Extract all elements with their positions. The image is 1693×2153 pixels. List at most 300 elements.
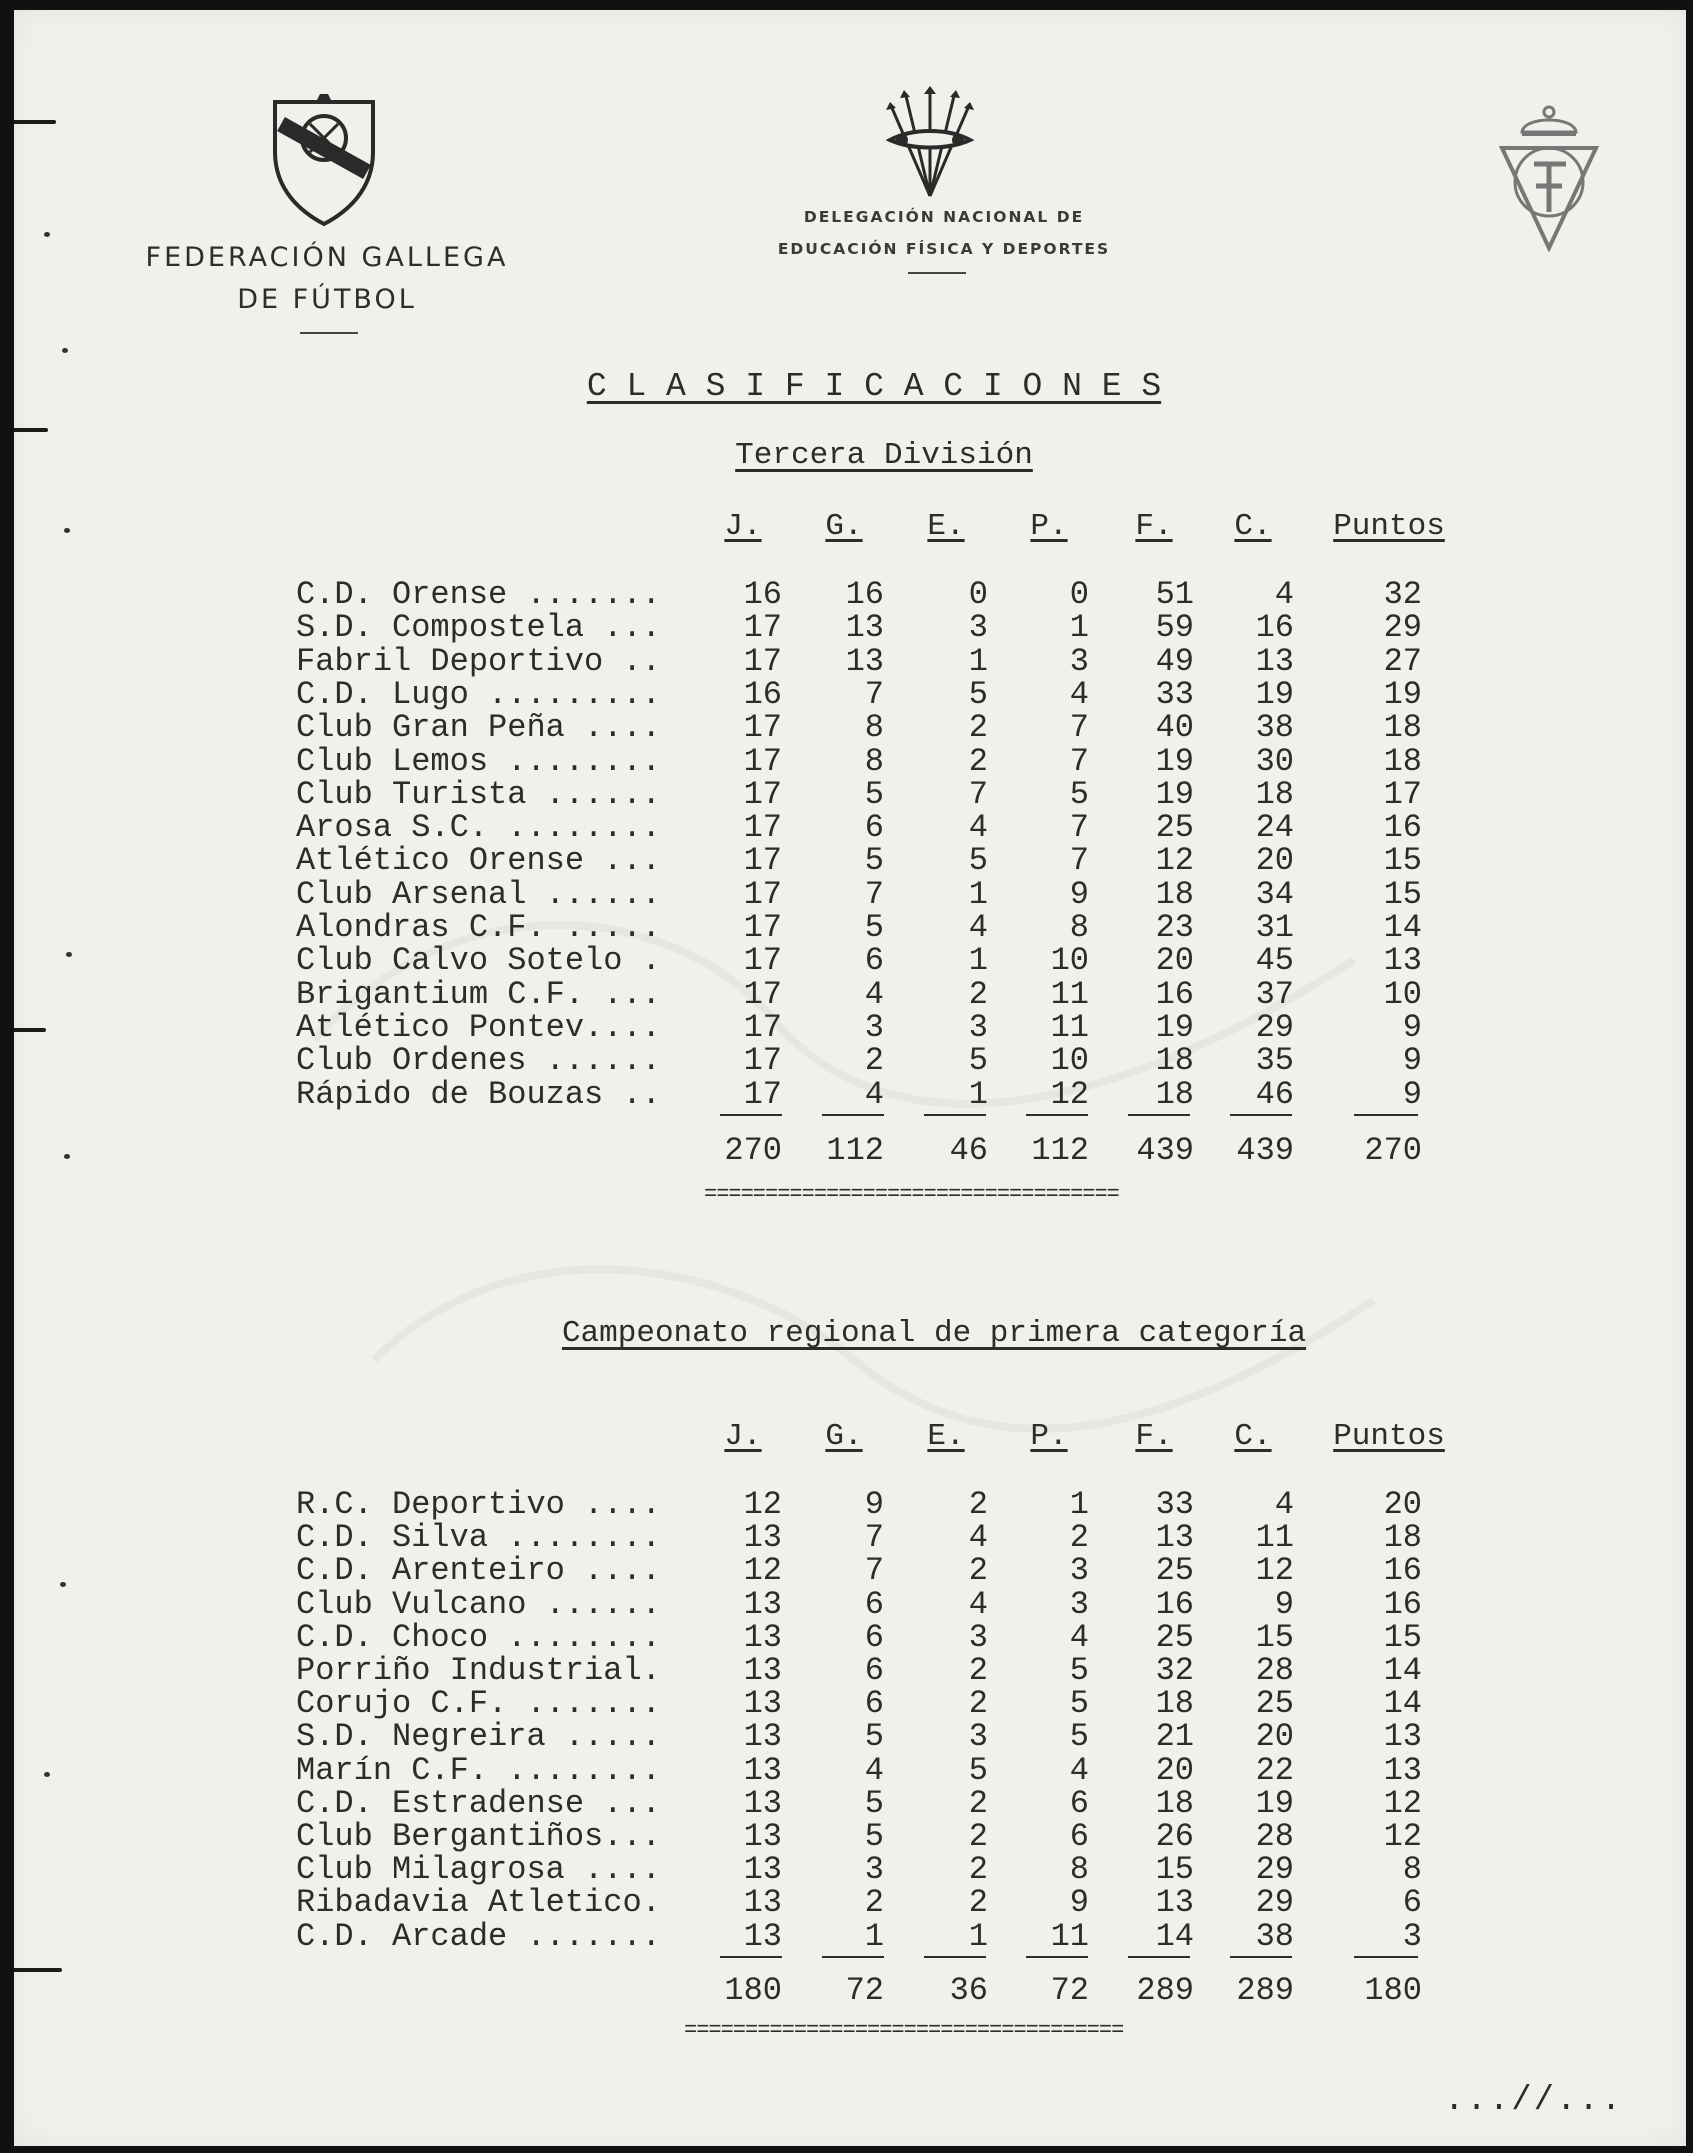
cell-g: 1 bbox=[864, 1917, 884, 1955]
cell-f: 23 bbox=[1155, 909, 1194, 946]
cell-f: 19 bbox=[1155, 775, 1194, 813]
cell-g: 4 bbox=[864, 1075, 884, 1113]
cell-g: 5 bbox=[864, 775, 884, 813]
cell-f: 14 bbox=[1155, 1917, 1194, 1955]
cell-g: 7 bbox=[864, 675, 884, 713]
cell-j: 17 bbox=[743, 609, 782, 647]
team-name: Club Gran Peña .... bbox=[296, 709, 661, 747]
team-name: C.D. Arenteiro .... bbox=[296, 1552, 661, 1590]
yoke-arrows-emblem-icon bbox=[882, 86, 978, 203]
cell-e: 2 bbox=[968, 742, 988, 780]
cell-p: 0 bbox=[1069, 576, 1089, 613]
sum-underline bbox=[822, 1956, 884, 1958]
total-c: 439 bbox=[1236, 1132, 1294, 1169]
cell-pts: 14 bbox=[1383, 1685, 1422, 1723]
cell-pts: 13 bbox=[1383, 1751, 1422, 1789]
cell-j: 17 bbox=[743, 809, 782, 847]
col-header-j: J. bbox=[724, 1419, 762, 1454]
cell-g: 6 bbox=[864, 1585, 884, 1623]
team-name: Club Bergantiños... bbox=[296, 1818, 661, 1855]
total-g: 112 bbox=[826, 1132, 884, 1169]
cell-g: 4 bbox=[864, 975, 884, 1013]
tercera-heading: Tercera División bbox=[735, 438, 1033, 473]
cell-f: 15 bbox=[1155, 1851, 1194, 1889]
cell-c: 34 bbox=[1255, 875, 1294, 913]
cell-c: 9 bbox=[1274, 1585, 1294, 1623]
cell-p: 7 bbox=[1069, 742, 1089, 780]
cell-j: 17 bbox=[743, 709, 782, 747]
cell-j: 17 bbox=[743, 1075, 782, 1113]
cell-p: 7 bbox=[1069, 842, 1089, 880]
cell-e: 2 bbox=[968, 1851, 988, 1889]
team-name: Club Vulcano ...... bbox=[296, 1585, 661, 1623]
col-header-f: F. bbox=[1135, 1419, 1173, 1454]
cell-p: 5 bbox=[1069, 1652, 1089, 1689]
cell-pts: 13 bbox=[1383, 1718, 1422, 1756]
team-name: Atlético Orense ... bbox=[296, 842, 661, 880]
cell-c: 16 bbox=[1255, 609, 1294, 647]
cell-j: 17 bbox=[743, 942, 782, 980]
cell-g: 7 bbox=[864, 1519, 884, 1557]
cell-j: 13 bbox=[743, 1718, 782, 1756]
cell-p: 5 bbox=[1069, 1685, 1089, 1723]
cell-p: 2 bbox=[1069, 1519, 1089, 1557]
cell-g: 13 bbox=[845, 609, 884, 647]
team-name: C.D. Choco ........ bbox=[296, 1618, 661, 1656]
cell-p: 3 bbox=[1069, 1585, 1089, 1623]
team-name: Club Turista ...... bbox=[296, 775, 661, 813]
col-header-pts: Puntos bbox=[1333, 1419, 1445, 1454]
cell-c: 29 bbox=[1255, 1008, 1294, 1046]
cell-pts: 18 bbox=[1383, 1519, 1422, 1557]
cell-p: 11 bbox=[1050, 1917, 1089, 1955]
punch-mark bbox=[14, 120, 56, 124]
cell-f: 59 bbox=[1155, 609, 1194, 647]
cell-pts: 12 bbox=[1383, 1818, 1422, 1855]
total-f: 439 bbox=[1136, 1132, 1194, 1169]
cell-g: 4 bbox=[864, 1751, 884, 1789]
cell-pts: 6 bbox=[1402, 1884, 1422, 1922]
cell-j: 13 bbox=[743, 1618, 782, 1656]
sum-underline bbox=[720, 1114, 782, 1116]
cell-p: 9 bbox=[1069, 875, 1089, 913]
cell-g: 5 bbox=[864, 842, 884, 880]
cell-g: 5 bbox=[864, 909, 884, 946]
cell-p: 10 bbox=[1050, 1042, 1089, 1080]
cell-f: 16 bbox=[1155, 1585, 1194, 1623]
speck bbox=[64, 1154, 70, 1159]
cell-c: 15 bbox=[1255, 1618, 1294, 1656]
cell-e: 1 bbox=[968, 942, 988, 980]
delegation-name-line2: EDUCACIÓN FÍSICA Y DEPORTES bbox=[777, 240, 1111, 258]
team-name: C.D. Silva ........ bbox=[296, 1519, 661, 1557]
cell-pts: 9 bbox=[1402, 1008, 1422, 1046]
cell-c: 11 bbox=[1255, 1519, 1294, 1557]
cell-j: 17 bbox=[743, 842, 782, 880]
cell-f: 26 bbox=[1155, 1818, 1194, 1855]
cell-e: 2 bbox=[968, 975, 988, 1013]
col-header-j: J. bbox=[724, 509, 762, 544]
cell-c: 22 bbox=[1255, 1751, 1294, 1789]
punch-mark bbox=[14, 1028, 46, 1032]
cell-f: 20 bbox=[1155, 1751, 1194, 1789]
cell-g: 2 bbox=[864, 1884, 884, 1922]
cell-p: 5 bbox=[1069, 775, 1089, 813]
cell-j: 17 bbox=[743, 775, 782, 813]
cell-c: 37 bbox=[1255, 975, 1294, 1013]
cell-c: 20 bbox=[1255, 1718, 1294, 1756]
col-header-c: C. bbox=[1234, 1419, 1272, 1454]
team-name: Club Ordenes ...... bbox=[296, 1042, 661, 1080]
cell-e: 3 bbox=[968, 609, 988, 647]
punch-mark bbox=[14, 1968, 62, 1972]
cell-e: 3 bbox=[968, 1008, 988, 1046]
cell-f: 33 bbox=[1155, 1486, 1194, 1523]
cell-pts: 16 bbox=[1383, 809, 1422, 847]
cell-p: 8 bbox=[1069, 1851, 1089, 1889]
cell-g: 6 bbox=[864, 1618, 884, 1656]
col-header-g: G. bbox=[825, 509, 863, 544]
cell-pts: 14 bbox=[1383, 1652, 1422, 1689]
cell-pts: 13 bbox=[1383, 942, 1422, 980]
col-header-c: C. bbox=[1234, 509, 1272, 544]
punch-mark bbox=[14, 428, 48, 432]
cell-c: 18 bbox=[1255, 775, 1294, 813]
cell-g: 6 bbox=[864, 1685, 884, 1723]
cell-f: 19 bbox=[1155, 1008, 1194, 1046]
cell-e: 1 bbox=[968, 642, 988, 680]
federation-crest-icon bbox=[269, 94, 379, 231]
cell-g: 9 bbox=[864, 1486, 884, 1523]
total-pts: 180 bbox=[1364, 1972, 1422, 2009]
cell-p: 1 bbox=[1069, 1486, 1089, 1523]
cell-p: 3 bbox=[1069, 642, 1089, 680]
cell-pts: 20 bbox=[1383, 1486, 1422, 1523]
cell-pts: 16 bbox=[1383, 1552, 1422, 1590]
federation-name-line2: DE FÚTBOL bbox=[237, 284, 417, 315]
cell-c: 38 bbox=[1255, 709, 1294, 747]
cell-e: 2 bbox=[968, 1884, 988, 1922]
speck bbox=[62, 348, 68, 353]
cell-pts: 15 bbox=[1383, 875, 1422, 913]
team-name: C.D. Orense ....... bbox=[296, 576, 661, 613]
sum-underline bbox=[822, 1114, 884, 1116]
cell-j: 13 bbox=[743, 1917, 782, 1955]
cell-c: 28 bbox=[1255, 1652, 1294, 1689]
cell-e: 4 bbox=[968, 1519, 988, 1557]
cell-j: 13 bbox=[743, 1751, 782, 1789]
team-name: Brigantium C.F. ... bbox=[296, 975, 661, 1013]
cell-c: 45 bbox=[1255, 942, 1294, 980]
cell-c: 19 bbox=[1255, 1784, 1294, 1822]
cell-f: 32 bbox=[1155, 1652, 1194, 1689]
total-p: 72 bbox=[1050, 1972, 1089, 2009]
cell-pts: 9 bbox=[1402, 1042, 1422, 1080]
col-header-p: P. bbox=[1030, 1419, 1068, 1454]
sum-underline bbox=[1230, 1114, 1292, 1116]
cell-g: 16 bbox=[845, 576, 884, 613]
page-title: C L A S I F I C A C I O N E S bbox=[586, 368, 1162, 405]
cell-e: 2 bbox=[968, 709, 988, 747]
sum-underline bbox=[1128, 1956, 1190, 1958]
cell-c: 31 bbox=[1255, 909, 1294, 946]
cell-p: 8 bbox=[1069, 909, 1089, 946]
sum-underline bbox=[1128, 1114, 1190, 1116]
cell-f: 13 bbox=[1155, 1519, 1194, 1557]
sum-underline bbox=[1354, 1114, 1418, 1116]
cell-g: 6 bbox=[864, 1652, 884, 1689]
cell-c: 38 bbox=[1255, 1917, 1294, 1955]
cell-e: 7 bbox=[968, 775, 988, 813]
total-e: 46 bbox=[949, 1132, 988, 1169]
speck bbox=[44, 232, 50, 237]
team-name: S.D. Negreira ..... bbox=[296, 1718, 661, 1756]
team-name: C.D. Arcade ....... bbox=[296, 1917, 661, 1955]
cell-g: 7 bbox=[864, 1552, 884, 1590]
cell-e: 2 bbox=[968, 1685, 988, 1723]
cell-p: 7 bbox=[1069, 809, 1089, 847]
sum-underline bbox=[720, 1956, 782, 1958]
cell-g: 8 bbox=[864, 709, 884, 747]
team-name: Club Milagrosa .... bbox=[296, 1851, 661, 1889]
cell-f: 18 bbox=[1155, 1075, 1194, 1113]
federation-name-line1: FEDERACIÓN GALLEGA bbox=[145, 242, 509, 273]
cell-f: 13 bbox=[1155, 1884, 1194, 1922]
cell-f: 21 bbox=[1155, 1718, 1194, 1756]
cell-g: 13 bbox=[845, 642, 884, 680]
cell-pts: 27 bbox=[1383, 642, 1422, 680]
cell-f: 18 bbox=[1155, 1784, 1194, 1822]
cell-p: 9 bbox=[1069, 1884, 1089, 1922]
sum-underline bbox=[924, 1956, 986, 1958]
cell-p: 3 bbox=[1069, 1552, 1089, 1590]
team-name: Club Lemos ........ bbox=[296, 742, 661, 780]
cell-g: 3 bbox=[864, 1008, 884, 1046]
total-pts: 270 bbox=[1364, 1132, 1422, 1169]
cell-g: 5 bbox=[864, 1718, 884, 1756]
cell-pts: 3 bbox=[1402, 1917, 1422, 1955]
total-g: 72 bbox=[845, 1972, 884, 2009]
team-name: Club Arsenal ...... bbox=[296, 875, 661, 913]
cell-g: 5 bbox=[864, 1818, 884, 1855]
team-name: Marín C.F. ........ bbox=[296, 1751, 661, 1789]
cell-c: 29 bbox=[1255, 1851, 1294, 1889]
cell-p: 11 bbox=[1050, 975, 1089, 1013]
total-j: 180 bbox=[724, 1972, 782, 2009]
sum-underline bbox=[1354, 1956, 1418, 1958]
col-header-e: E. bbox=[927, 1419, 965, 1454]
team-name: Porriño Industrial. bbox=[296, 1652, 661, 1689]
col-header-pts: Puntos bbox=[1333, 509, 1445, 544]
cell-pts: 32 bbox=[1383, 576, 1422, 613]
cell-f: 20 bbox=[1155, 942, 1194, 980]
cell-e: 2 bbox=[968, 1818, 988, 1855]
cell-j: 13 bbox=[743, 1884, 782, 1922]
cell-j: 17 bbox=[743, 875, 782, 913]
cell-j: 13 bbox=[743, 1685, 782, 1723]
cell-f: 18 bbox=[1155, 1685, 1194, 1723]
cell-e: 5 bbox=[968, 1042, 988, 1080]
team-name: Club Calvo Sotelo . bbox=[296, 942, 661, 980]
sum-underline bbox=[1026, 1114, 1088, 1116]
cell-f: 40 bbox=[1155, 709, 1194, 747]
speck bbox=[64, 528, 70, 533]
cell-e: 4 bbox=[968, 909, 988, 946]
cell-e: 5 bbox=[968, 1751, 988, 1789]
cell-e: 3 bbox=[968, 1718, 988, 1756]
cell-c: 24 bbox=[1255, 809, 1294, 847]
cell-p: 1 bbox=[1069, 609, 1089, 647]
cell-e: 3 bbox=[968, 1618, 988, 1656]
cell-j: 13 bbox=[743, 1784, 782, 1822]
speck bbox=[44, 1772, 50, 1777]
cell-j: 17 bbox=[743, 909, 782, 946]
cell-e: 1 bbox=[968, 1075, 988, 1113]
cell-c: 28 bbox=[1255, 1818, 1294, 1855]
cell-pts: 14 bbox=[1383, 909, 1422, 946]
cell-p: 11 bbox=[1050, 1008, 1089, 1046]
cell-p: 6 bbox=[1069, 1818, 1089, 1855]
cell-pts: 17 bbox=[1383, 775, 1422, 813]
cell-c: 4 bbox=[1274, 1486, 1294, 1523]
team-name: C.D. Lugo ......... bbox=[296, 675, 661, 713]
cell-pts: 9 bbox=[1402, 1075, 1422, 1113]
cell-c: 30 bbox=[1255, 742, 1294, 780]
cell-g: 3 bbox=[864, 1851, 884, 1889]
cell-g: 6 bbox=[864, 942, 884, 980]
col-header-e: E. bbox=[927, 509, 965, 544]
cell-p: 12 bbox=[1050, 1075, 1089, 1113]
cell-pts: 18 bbox=[1383, 709, 1422, 747]
cell-c: 12 bbox=[1255, 1552, 1294, 1590]
cell-j: 17 bbox=[743, 1042, 782, 1080]
total-f: 289 bbox=[1136, 1972, 1194, 2009]
letterhead-rule bbox=[300, 332, 358, 334]
cell-pts: 10 bbox=[1383, 975, 1422, 1013]
cell-pts: 29 bbox=[1383, 609, 1422, 647]
sum-underline bbox=[924, 1114, 986, 1116]
sum-underline bbox=[1026, 1956, 1088, 1958]
cell-c: 25 bbox=[1255, 1685, 1294, 1723]
cell-c: 35 bbox=[1255, 1042, 1294, 1080]
cell-c: 13 bbox=[1255, 642, 1294, 680]
cell-e: 0 bbox=[968, 576, 988, 613]
cell-pts: 15 bbox=[1383, 842, 1422, 880]
cell-e: 2 bbox=[968, 1652, 988, 1689]
cell-g: 2 bbox=[864, 1042, 884, 1080]
cell-pts: 16 bbox=[1383, 1585, 1422, 1623]
team-name: Arosa S.C. ........ bbox=[296, 809, 661, 847]
cell-pts: 19 bbox=[1383, 675, 1422, 713]
cell-c: 46 bbox=[1255, 1075, 1294, 1113]
team-name: S.D. Compostela ... bbox=[296, 609, 661, 647]
cell-p: 5 bbox=[1069, 1718, 1089, 1756]
cell-j: 16 bbox=[743, 576, 782, 613]
cell-f: 25 bbox=[1155, 809, 1194, 847]
cell-pts: 12 bbox=[1383, 1784, 1422, 1822]
team-name: R.C. Deportivo .... bbox=[296, 1486, 661, 1523]
cell-e: 5 bbox=[968, 675, 988, 713]
cell-j: 17 bbox=[743, 1008, 782, 1046]
speck bbox=[60, 1582, 66, 1587]
cell-e: 4 bbox=[968, 1585, 988, 1623]
regional-heading: Campeonato regional de primera categoría bbox=[561, 1316, 1307, 1351]
cell-f: 51 bbox=[1155, 576, 1194, 613]
team-name: Atlético Pontev.... bbox=[296, 1008, 661, 1046]
team-name: C.D. Estradense ... bbox=[296, 1784, 661, 1822]
regional-double-rule: ==================================== bbox=[684, 2018, 1124, 2043]
team-name: Fabril Deportivo .. bbox=[296, 642, 661, 680]
cell-j: 13 bbox=[743, 1519, 782, 1557]
cell-e: 1 bbox=[968, 875, 988, 913]
cell-e: 5 bbox=[968, 842, 988, 880]
col-header-f: F. bbox=[1135, 509, 1173, 544]
cell-f: 18 bbox=[1155, 875, 1194, 913]
cell-g: 8 bbox=[864, 742, 884, 780]
col-header-p: P. bbox=[1030, 509, 1068, 544]
cell-j: 13 bbox=[743, 1818, 782, 1855]
total-c: 289 bbox=[1236, 1972, 1294, 2009]
cell-j: 13 bbox=[743, 1652, 782, 1689]
cell-f: 49 bbox=[1155, 642, 1194, 680]
cell-j: 13 bbox=[743, 1851, 782, 1889]
team-name: Rápido de Bouzas .. bbox=[296, 1075, 661, 1113]
letterhead-rule bbox=[908, 272, 966, 274]
tercera-double-rule: ================================== bbox=[704, 1182, 1119, 1207]
cell-p: 7 bbox=[1069, 709, 1089, 747]
cell-g: 6 bbox=[864, 809, 884, 847]
cell-j: 16 bbox=[743, 675, 782, 713]
speck bbox=[66, 952, 72, 957]
cell-f: 25 bbox=[1155, 1618, 1194, 1656]
cell-j: 17 bbox=[743, 975, 782, 1013]
delegation-name-line1: DELEGACIÓN NACIONAL DE bbox=[803, 208, 1085, 226]
cell-p: 10 bbox=[1050, 942, 1089, 980]
cell-p: 4 bbox=[1069, 1618, 1089, 1656]
total-p: 112 bbox=[1031, 1132, 1089, 1169]
team-name: Corujo C.F. ....... bbox=[296, 1685, 661, 1723]
cell-j: 17 bbox=[743, 642, 782, 680]
cell-e: 4 bbox=[968, 809, 988, 847]
cell-j: 17 bbox=[743, 742, 782, 780]
document-page bbox=[14, 10, 1686, 2146]
cell-j: 12 bbox=[743, 1552, 782, 1590]
team-name: Alondras C.F. ..... bbox=[296, 909, 661, 946]
cell-c: 4 bbox=[1274, 576, 1294, 613]
cell-j: 13 bbox=[743, 1585, 782, 1623]
col-header-g: G. bbox=[825, 1419, 863, 1454]
cell-f: 16 bbox=[1155, 975, 1194, 1013]
cell-j: 12 bbox=[743, 1486, 782, 1523]
cell-f: 33 bbox=[1155, 675, 1194, 713]
cell-f: 25 bbox=[1155, 1552, 1194, 1590]
royal-crown-crest-icon bbox=[1494, 102, 1604, 257]
cell-e: 2 bbox=[968, 1784, 988, 1822]
cell-f: 19 bbox=[1155, 742, 1194, 780]
team-name: Ribadavia Atletico. bbox=[296, 1884, 661, 1922]
cell-e: 1 bbox=[968, 1917, 988, 1955]
cell-c: 19 bbox=[1255, 675, 1294, 713]
cell-e: 2 bbox=[968, 1552, 988, 1590]
cell-p: 4 bbox=[1069, 1751, 1089, 1789]
cell-pts: 8 bbox=[1402, 1851, 1422, 1889]
cell-c: 20 bbox=[1255, 842, 1294, 880]
cell-p: 6 bbox=[1069, 1784, 1089, 1822]
cell-c: 29 bbox=[1255, 1884, 1294, 1922]
cell-f: 12 bbox=[1155, 842, 1194, 880]
cell-f: 18 bbox=[1155, 1042, 1194, 1080]
cell-pts: 15 bbox=[1383, 1618, 1422, 1656]
